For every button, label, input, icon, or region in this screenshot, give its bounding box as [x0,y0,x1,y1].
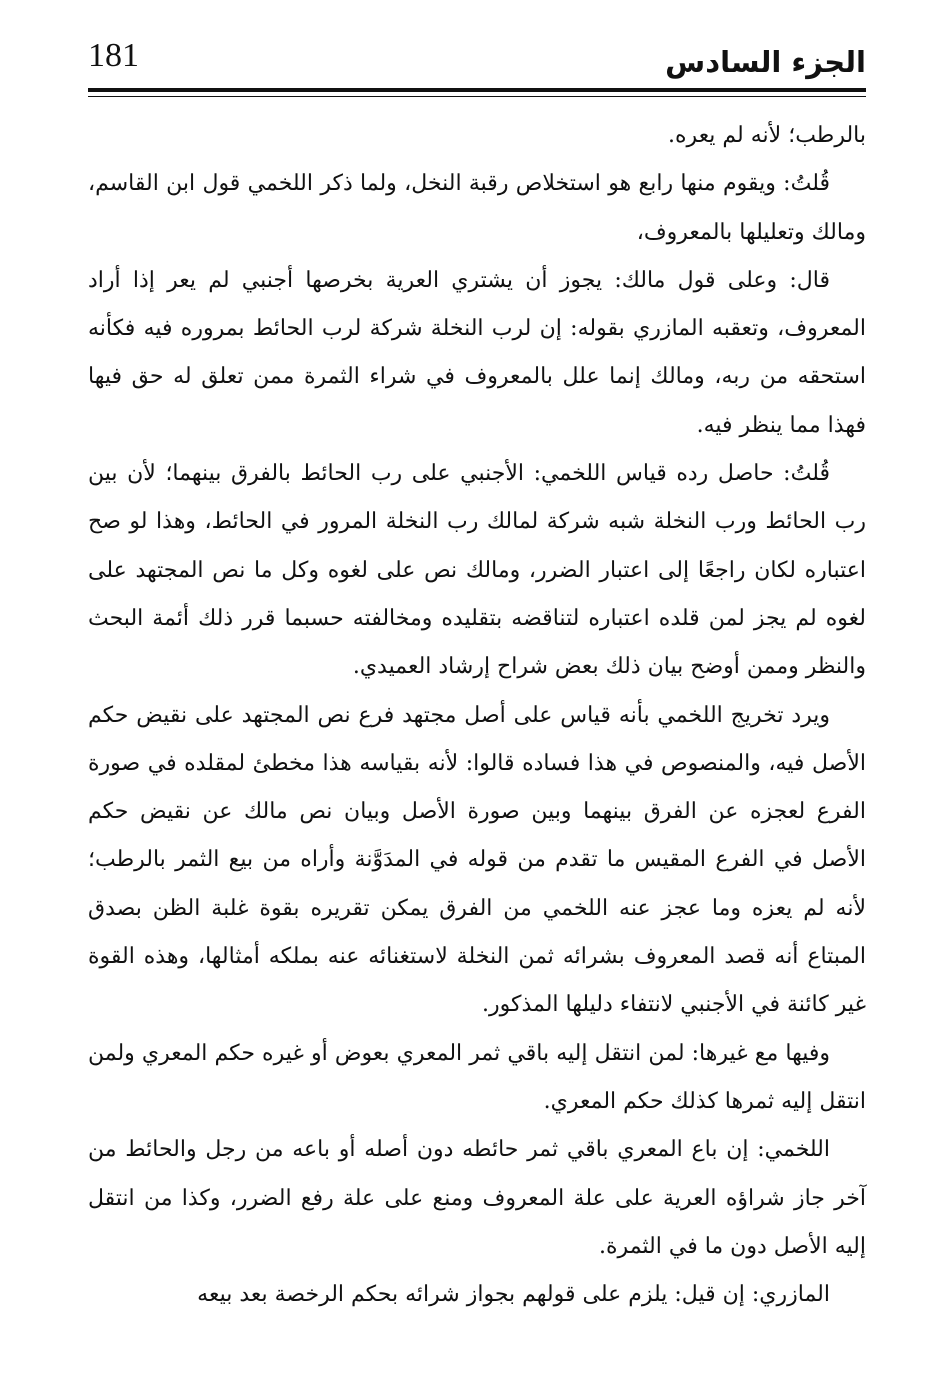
header-rule-thick [88,88,866,92]
page-number: 181 [88,37,139,74]
paragraph: قال: وعلى قول مالك: يجوز أن يشتري العرية بخرصها أجنبي لم يعر إذا أراد المعروف، وتعقبه المازري بقوله: إن لرب النخلة شركة لرب الحائط بمروره فيه فكأنه استحقه من ربه، ومالك إنما علل بالمعروف في شراء الثمرة ممن تعلق له حق فيها فهذا مما ينظر فيه. [88,267,866,438]
paragraph: وفيها مع غيرها: لمن انتقل إليه باقي ثمر المعري بعوض أو غيره حكم المعري ولمن انتقل إليه ثمرها كذلك حكم المعري. [88,1040,866,1114]
page-header [88,30,866,88]
paragraph: قُلتُ: ويقوم منها رابع هو استخلاص رقبة النخل، ولما ذكر اللخمي قول ابن القاسم، ومالك وتعليلها بالمعروف، [88,171,866,245]
paragraph: ويرد تخريج اللخمي بأنه قياس على أصل مجتهد فرع نص المجتهد على نقيض حكم الأصل فيه، والمنصوص في هذا فساده قالوا: لأنه بقياسه هذا مخطئ لمقلده في صورة الفرع لعجزه عن الفرق بينهما وبين صورة الأصل وبيان نص مالك عن نقيض حكم الأصل في الفرع المقيس ما تقدم من قوله في المدَوَّنة وأراه من بيع الثمر بالرطب؛ لأنه لم يعزه وما عجز عنه اللخمي من الفرق يمكن تقريره بقوة غلبة الظن بصدق المبتاع أنه قصد المعروف بشرائه ثمن النخلة لاستغنائه عنه بملكه أمثالها، وهذه القوة غير كائنة في الأجنبي لانتفاء دليلها المذكور. [88,702,866,1018]
header-rule-thin [88,96,866,97]
paragraph: قُلتُ: حاصل رده قياس اللخمي: الأجنبي على رب الحائط بالفرق بينهما؛ لأن بين رب الحائط ورب النخلة شبه شركة لمالك رب النخلة المرور في الحائط، وهذا لو صح اعتباره لكان راجعًا إلى اعتبار الضرر، ومالك نص على لغوه وكل ما نص المجتهد على لغوه لم يجز لمن قلده اعتباره لتناقضه بتقليده ومخالفته حسبما قرر ذلك أئمة البحث والنظر وممن أوضح بيان ذلك بعض شراح إرشاد العميدي. [88,461,866,680]
body-text [88,112,866,1319]
paragraph: اللخمي: إن باع المعري باقي ثمر حائطه دون أصله أو باعه من رجل والحائط من آخر جاز شراؤه العرية على علة المعروف ومنع على علة رفع الضرر، وكذا من انتقل إليه الأصل دون ما في الثمرة. [88,1137,866,1259]
paragraph: بالرطب؛ لأنه لم يعره. [668,123,866,148]
chapter-title: الجزء السادس [665,45,866,79]
paragraph: المازري: إن قيل: يلزم على قولهم بجواز شرائه بحكم الرخصة بعد بيعه [197,1282,830,1308]
